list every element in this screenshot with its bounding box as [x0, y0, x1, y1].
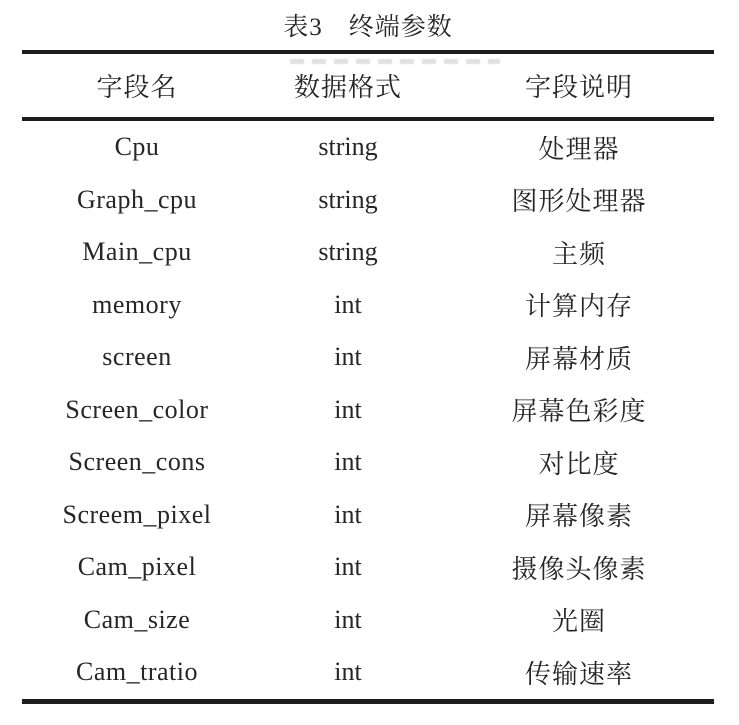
table-row [22, 436, 714, 489]
terminal-parameters-table [22, 0, 714, 704]
field-description-cell: 摄像头像素 [511, 554, 647, 584]
field-name-cell: Cam_pixel [77, 552, 197, 582]
table-row [22, 541, 714, 594]
table-row [22, 646, 714, 699]
field-description-cell: 处理器 [538, 134, 620, 164]
field-description-cell: 主频 [551, 239, 606, 269]
field-name-cell: Screen_color [65, 394, 209, 424]
field-name-cell: Cam_size [83, 604, 191, 634]
table-row [22, 121, 714, 174]
table-row [22, 174, 714, 227]
field-name-cell: Screem_pixel [62, 499, 212, 529]
table-row [22, 226, 714, 279]
table-caption [22, 0, 714, 50]
table-number: 表3 [283, 14, 323, 41]
field-description-cell: 图形处理器 [511, 187, 647, 217]
bottom-rule [22, 699, 714, 704]
field-description-cell: 对比度 [538, 449, 620, 479]
field-description-cell: 屏幕材质 [524, 344, 633, 374]
data-format-cell: int [334, 394, 362, 424]
header-field-description: 字段说明 [524, 73, 633, 102]
field-description-cell: 光圈 [551, 607, 606, 637]
table-body [22, 121, 714, 699]
field-name-cell: Graph_cpu [76, 184, 197, 214]
field-name-cell: Main_cpu [82, 237, 192, 267]
table-row [22, 594, 714, 647]
field-name-cell: memory [92, 289, 182, 319]
table-header-row [22, 54, 714, 117]
header-data-format: 数据格式 [293, 73, 402, 102]
field-name-cell: Cpu [114, 132, 160, 162]
table-row [22, 331, 714, 384]
data-format-cell: int [334, 342, 362, 372]
table-title: 终端参数 [348, 14, 453, 41]
data-format-cell: int [334, 657, 362, 687]
table-row [22, 279, 714, 332]
field-name-cell: Cam_tratio [76, 657, 198, 687]
header-field-name: 字段名 [96, 73, 178, 102]
field-name-cell: Screen_cons [68, 447, 206, 477]
data-format-cell: int [334, 552, 362, 582]
data-format-cell: string [318, 184, 378, 214]
table-row [22, 489, 714, 542]
table-row [22, 384, 714, 437]
data-format-cell: string [318, 132, 378, 162]
data-format-cell: int [334, 289, 362, 319]
field-description-cell: 屏幕色彩度 [511, 397, 647, 427]
data-format-cell: int [334, 604, 362, 634]
data-format-cell: int [334, 499, 362, 529]
field-description-cell: 屏幕像素 [524, 502, 633, 532]
scan-artifact [290, 59, 500, 64]
field-description-cell: 计算内存 [524, 292, 633, 322]
field-name-cell: screen [102, 342, 172, 372]
data-format-cell: string [318, 237, 378, 267]
data-format-cell: int [334, 447, 362, 477]
field-description-cell: 传输速率 [524, 659, 633, 689]
